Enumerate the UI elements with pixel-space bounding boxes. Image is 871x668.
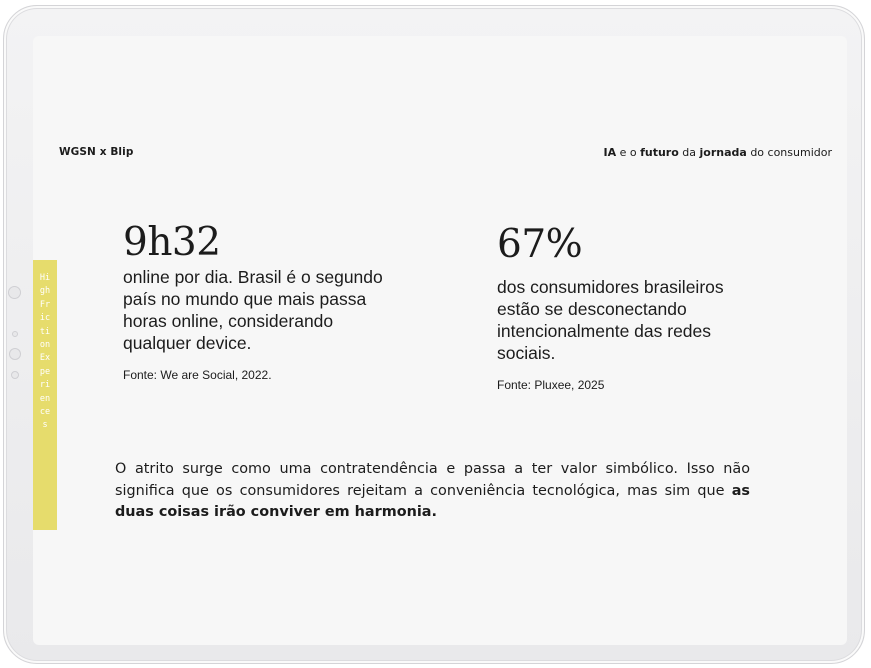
stat-source: Fonte: We are Social, 2022. [123,368,272,382]
stat-description: online por dia. Brasil é o segundo país no mundo que mais passa horas online, considerando qualquer device. [123,267,383,353]
tablet-side-button [8,286,21,299]
title-part: jornada [699,146,747,159]
sidebar-section-label: High Friction Experiences [39,273,56,431]
stat-block-online-hours [123,222,403,382]
body-paragraph [115,459,750,524]
stat-description: dos consumidores brasileiros estão se desconectando intencionalmente das redes sociais. [497,277,724,363]
title-part: do consumidor [746,146,832,159]
sidebar-section-tab[interactable] [33,260,57,530]
tablet-frame [3,5,865,664]
tablet-side-button [9,348,21,360]
brand-label: WGSN x Blip [59,146,134,158]
document-title [603,146,832,159]
stat-source: Fonte: Pluxee, 2025 [497,378,605,392]
title-part: e o [616,146,641,159]
title-part: IA [603,146,617,159]
title-part: futuro [640,146,679,159]
tablet-side-button [11,371,19,379]
paragraph-text: O atrito surge como uma contratendência e passa a ter valor simbólico. Isso não significa que os consumidores rejeitam a conveniência tecnológica, mas sim que [115,461,750,499]
stat-value: 67% [497,222,583,267]
slide-screen [33,36,847,645]
paragraph-bold-text: as duas coisas irão conviver em harmonia. [115,482,750,520]
stat-block-disconnecting [497,224,767,392]
stat-value: 9h32 [123,220,221,265]
title-part: da [678,146,700,159]
tablet-side-button [12,331,18,337]
